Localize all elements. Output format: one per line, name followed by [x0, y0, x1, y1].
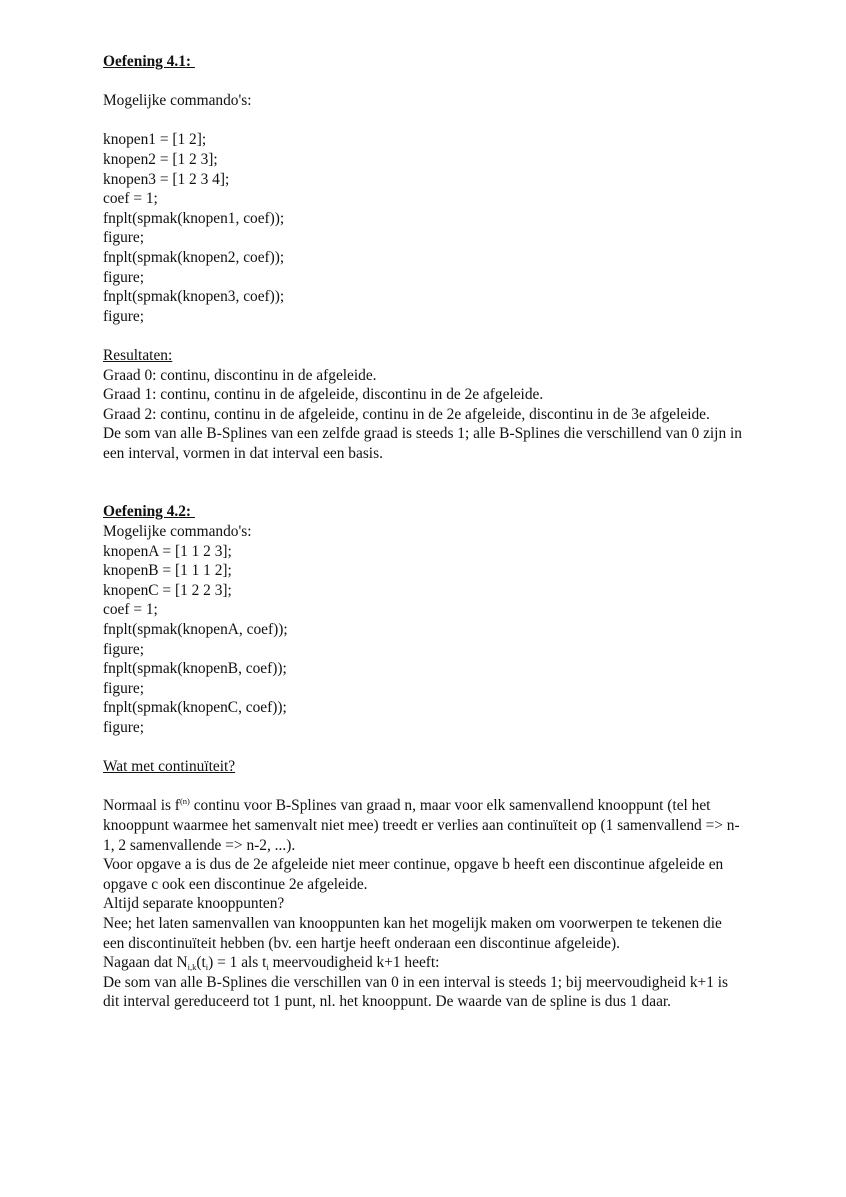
command-line: fnplt(spmak(knopenB, coef));: [103, 660, 287, 678]
results-heading: Resultaten:: [103, 346, 173, 364]
exercise-4-2-heading: Oefening 4.2:: [103, 503, 195, 521]
check-pre: Nagaan dat N: [103, 954, 188, 972]
command-line: knopen1 = [1 2];: [103, 131, 207, 149]
check-mid: (t: [196, 954, 206, 972]
separate-knots-answer: Nee; het laten samenvallen van knooppunten kan het mogelijk maken om voorwerpen te tekenen die een discontinuïteit hebben (bv. een hartje heeft onderaan een discontinue afgeleide).: [103, 914, 726, 952]
exercise-4-2-intro: Mogelijke commando's:: [103, 523, 252, 541]
command-line: knopenB = [1 1 1 2];: [103, 562, 232, 580]
result-line: Graad 0: continu, discontinu in de afgeleide.: [103, 366, 377, 384]
document-page: [103, 52, 746, 1012]
check-subscript: i,k: [187, 962, 197, 973]
para1-superscript: (n): [179, 796, 190, 807]
command-line: figure;: [103, 679, 145, 697]
command-line: fnplt(spmak(knopen2, coef));: [103, 248, 285, 266]
para1-pre: Normaal is f: [103, 797, 180, 815]
command-line: figure;: [103, 268, 145, 286]
verification-statement: [103, 953, 743, 973]
command-line: fnplt(spmak(knopen3, coef));: [103, 288, 285, 306]
result-line: Graad 2: continu, continu in de afgeleide, continu in de 2e afgeleide, discontinu in de 3e afgeleide.: [103, 405, 710, 423]
command-line: coef = 1;: [103, 190, 158, 208]
command-line: figure;: [103, 719, 145, 736]
exercise-4-1-intro: Mogelijke commando's:: [103, 92, 252, 110]
check-post: meervoudigheid k+1 heeft:: [268, 954, 440, 972]
command-line: figure;: [103, 229, 145, 247]
command-line: knopenC = [1 2 2 3];: [103, 581, 232, 599]
exercise-4-2-commands: [103, 542, 743, 738]
separate-knots-question: Altijd separate knooppunten?: [103, 895, 285, 913]
exercise-answers-paragraph: Voor opgave a is dus de 2e afgeleide niet meer continue, opgave b heeft een discontinue afgeleide en opgave c ook een discontinue 2e afgeleide.: [103, 856, 728, 893]
command-line: fnplt(spmak(knopenA, coef));: [103, 621, 288, 639]
command-line: figure;: [103, 307, 145, 325]
result-line: Graad 1: continu, continu in de afgeleide, discontinu in de 2e afgeleide.: [103, 386, 544, 404]
command-line: figure;: [103, 640, 145, 658]
command-line: coef = 1;: [103, 601, 158, 619]
check-subscript: i: [205, 962, 209, 973]
check-subscript: i: [266, 962, 269, 973]
para1-post: continu voor B-Splines van graad n, maar voor elk samenvallend knooppunt (tel het knooppunt waarmee het samenvalt niet mee) treedt er verlies aan continuïteit op (1 samenvallend => n-1, 2 samenvallende => n-2, ...).: [103, 797, 740, 854]
command-line: knopen2 = [1 2 3];: [103, 150, 218, 168]
exercise-4-1-commands: [103, 130, 743, 326]
result-line: De som van alle B-Splines van een zelfde graad is steeds 1; alle B-Splines die verschillend van 0 zijn in een interval, vormen in dat interval een basis.: [103, 425, 746, 462]
command-line: fnplt(spmak(knopen1, coef));: [103, 209, 285, 227]
continuity-heading: Wat met continuïteit?: [103, 758, 236, 776]
conclusion-paragraph: De som van alle B-Splines die verschillen van 0 in een interval is steeds 1; bij meervoudigheid k+1 is dit interval gereduceerd tot 1 punt, nl. het knooppunt. De waarde van de spline is dus 1 daar.: [103, 973, 732, 1011]
check-mid: ) = 1 als t: [208, 954, 267, 972]
command-line: fnplt(spmak(knopenC, coef));: [103, 699, 287, 717]
exercise-4-1-heading: Oefening 4.1:: [103, 53, 195, 70]
command-line: knopen3 = [1 2 3 4];: [103, 170, 230, 188]
continuity-paragraph: [103, 796, 743, 855]
command-line: knopenA = [1 1 2 3];: [103, 542, 232, 560]
